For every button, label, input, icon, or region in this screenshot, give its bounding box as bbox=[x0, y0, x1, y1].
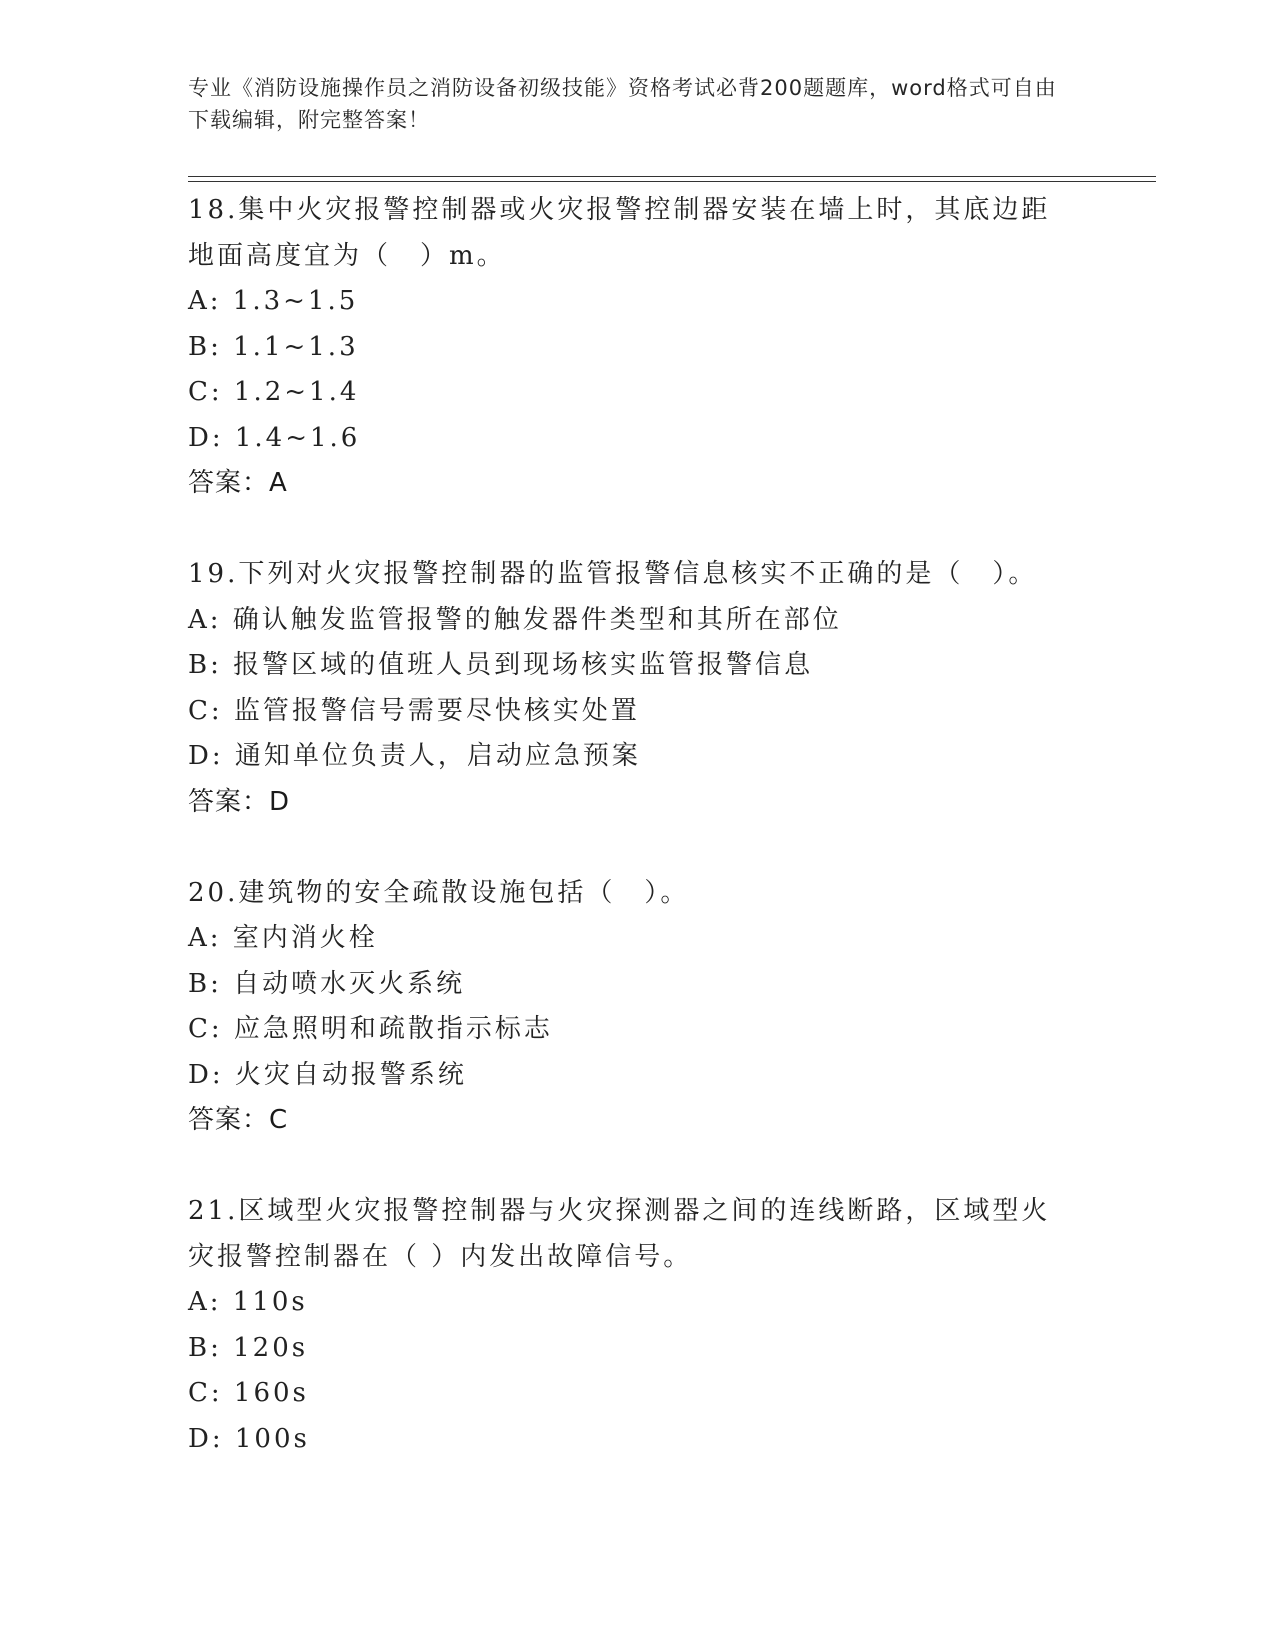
option-b: B: 120s bbox=[188, 1332, 309, 1363]
question-stem: 20.建筑物的安全疏散设施包括（ ）。 bbox=[188, 877, 690, 908]
option-b: B: 自动喷水灭火系统 bbox=[188, 968, 466, 999]
option-d: D: 100s bbox=[188, 1423, 310, 1454]
spacer bbox=[188, 825, 1088, 871]
option-c: C: 1.2~1.4 bbox=[188, 377, 360, 407]
question-stem: 18.集中火灾报警控制器或火灾报警控制器安装在墙上时，其底边距地面高度宜为（ ）m。 bbox=[188, 195, 1051, 271]
option-a: A: 1.3~1.5 bbox=[188, 286, 359, 316]
question-stem: 21.区域型火灾报警控制器与火灾探测器之间的连线断路，区域型火灾报警控制器在（ ）内发出故障信号。 bbox=[188, 1196, 1051, 1272]
question-list bbox=[188, 188, 1088, 1462]
header-text: 专业《消防设施操作员之消防设备初级技能》资格考试必背200题题库，word格式可自由下载编辑，附完整答案！ bbox=[188, 76, 1057, 132]
option-d: D: 1.4~1.6 bbox=[188, 422, 361, 453]
header-divider-thin bbox=[188, 176, 1156, 177]
spacer bbox=[188, 1144, 1088, 1190]
option-a: A: 110s bbox=[188, 1287, 308, 1317]
option-c: C: 监管报警信号需要尽快核实处置 bbox=[188, 695, 640, 726]
option-c: C: 应急照明和疏散指示标志 bbox=[188, 1014, 553, 1044]
question-stem: 19.下列对火灾报警控制器的监管报警信息核实不正确的是（ ）。 bbox=[188, 559, 1038, 589]
option-a: A: 室内消火栓 bbox=[188, 923, 378, 953]
option-d: D: 火灾自动报警系统 bbox=[188, 1059, 467, 1090]
option-b: B: 报警区域的值班人员到现场核实监管报警信息 bbox=[188, 650, 814, 680]
question-21 bbox=[188, 1189, 1088, 1462]
answer-line: 答案：D bbox=[188, 786, 291, 817]
option-c: C: 160s bbox=[188, 1378, 309, 1408]
option-a: A: 确认触发监管报警的触发器件类型和其所在部位 bbox=[188, 604, 842, 635]
option-b: B: 1.1~1.3 bbox=[188, 331, 359, 362]
question-20 bbox=[188, 871, 1088, 1144]
answer-line: 答案：C bbox=[188, 1105, 289, 1135]
header-divider-thick bbox=[188, 181, 1156, 182]
spacer bbox=[188, 507, 1088, 553]
answer-line: 答案：A bbox=[188, 468, 288, 498]
option-d: D: 通知单位负责人，启动应急预案 bbox=[188, 741, 641, 771]
document-header bbox=[188, 72, 1068, 136]
question-19 bbox=[188, 552, 1088, 825]
question-18 bbox=[188, 188, 1088, 507]
